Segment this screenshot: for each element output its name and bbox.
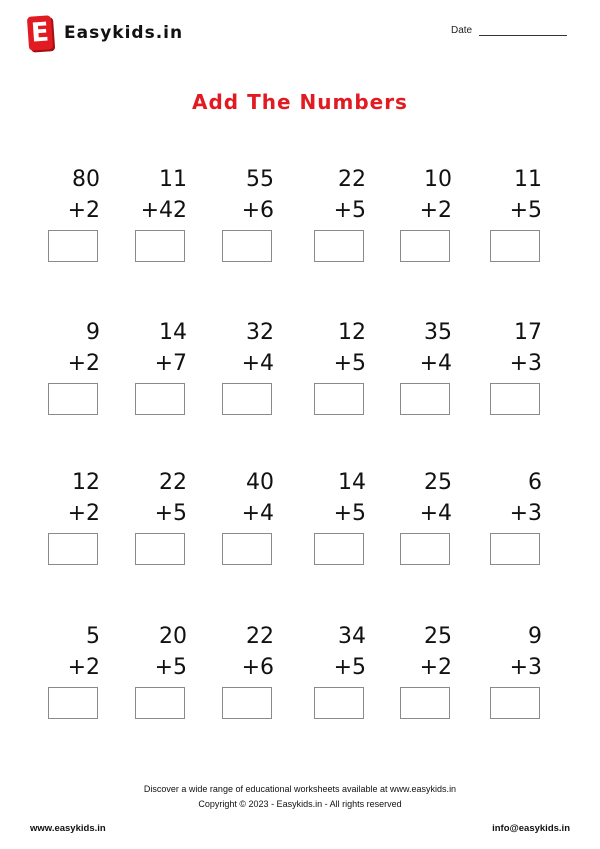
footer-website: www.easykids.in [30, 823, 106, 834]
addition-problem [400, 317, 452, 415]
answer-box[interactable] [490, 533, 540, 565]
problem-top-number: 55 [246, 167, 274, 192]
problem-bottom-number: +4 [419, 351, 452, 376]
answer-box[interactable] [135, 383, 185, 415]
answer-box[interactable] [400, 383, 450, 415]
footer-email: info@easykids.in [492, 823, 570, 834]
logo-text: Easykids.in [64, 23, 184, 43]
problem-bottom-number: +2 [419, 655, 452, 680]
addition-problem [314, 621, 366, 719]
problem-top-number: 14 [338, 470, 366, 495]
addition-problem [135, 621, 187, 719]
addition-problem [48, 621, 100, 719]
addition-problem [48, 317, 100, 415]
problem-top-number: 10 [424, 167, 452, 192]
problem-bottom-number: +6 [241, 655, 274, 680]
problem-top-number: 22 [159, 470, 187, 495]
footer-copyright: Copyright © 2023 - Easykids.in - All rights reserved [198, 799, 402, 809]
addition-problem [314, 317, 366, 415]
footer-discover-text: Discover a wide range of educational worksheets available at www.easykids.in [143, 784, 457, 794]
problem-bottom-number: +2 [419, 198, 452, 223]
answer-box[interactable] [222, 383, 272, 415]
problem-bottom-number: +5 [333, 198, 366, 223]
answer-box[interactable] [314, 533, 364, 565]
problem-top-number: 12 [72, 470, 100, 495]
problem-top-number: 34 [338, 624, 366, 649]
addition-problem [400, 621, 452, 719]
problem-top-number: 14 [159, 320, 187, 345]
problem-bottom-number: +5 [333, 501, 366, 526]
problem-bottom-number: +3 [509, 501, 542, 526]
addition-problem [135, 164, 187, 262]
problem-bottom-number: +2 [67, 198, 100, 223]
addition-problem [222, 621, 274, 719]
addition-problem [314, 467, 366, 565]
answer-box[interactable] [48, 230, 98, 262]
problem-top-number: 25 [424, 624, 452, 649]
addition-problem [490, 467, 542, 565]
answer-box[interactable] [135, 230, 185, 262]
problem-bottom-number: +5 [154, 655, 187, 680]
addition-problem [490, 621, 542, 719]
logo-badge: E [27, 15, 53, 51]
worksheet-title: Add The Numbers [192, 90, 408, 114]
brand-logo [28, 16, 183, 50]
problem-top-number: 12 [338, 320, 366, 345]
problem-top-number: 20 [159, 624, 187, 649]
answer-box[interactable] [314, 687, 364, 719]
problem-top-number: 22 [246, 624, 274, 649]
date-field [451, 25, 567, 36]
problem-bottom-number: +5 [333, 351, 366, 376]
problem-top-number: 32 [246, 320, 274, 345]
answer-box[interactable] [314, 230, 364, 262]
addition-problem [314, 164, 366, 262]
problem-bottom-number: +3 [509, 351, 542, 376]
problem-bottom-number: +2 [67, 655, 100, 680]
addition-problem [48, 164, 100, 262]
problem-bottom-number: +7 [154, 351, 187, 376]
problem-bottom-number: +4 [241, 351, 274, 376]
answer-box[interactable] [222, 230, 272, 262]
problem-top-number: 6 [528, 470, 542, 495]
problem-top-number: 40 [246, 470, 274, 495]
addition-problem [490, 164, 542, 262]
answer-box[interactable] [48, 383, 98, 415]
problem-top-number: 9 [86, 320, 100, 345]
answer-box[interactable] [400, 230, 450, 262]
answer-box[interactable] [490, 687, 540, 719]
problem-top-number: 17 [514, 320, 542, 345]
addition-problem [400, 467, 452, 565]
problem-top-number: 9 [528, 624, 542, 649]
addition-problem [222, 317, 274, 415]
problem-bottom-number: +2 [67, 501, 100, 526]
problem-bottom-number: +42 [140, 198, 187, 223]
answer-box[interactable] [48, 533, 98, 565]
addition-problem [222, 164, 274, 262]
problem-bottom-number: +2 [67, 351, 100, 376]
addition-problem [490, 317, 542, 415]
problem-top-number: 11 [159, 167, 187, 192]
problem-bottom-number: +5 [509, 198, 542, 223]
answer-box[interactable] [490, 383, 540, 415]
addition-problem [400, 164, 452, 262]
addition-problem [222, 467, 274, 565]
problem-bottom-number: +4 [419, 501, 452, 526]
addition-problem [48, 467, 100, 565]
answer-box[interactable] [135, 533, 185, 565]
problem-bottom-number: +5 [154, 501, 187, 526]
answer-box[interactable] [222, 687, 272, 719]
problem-bottom-number: +6 [241, 198, 274, 223]
problem-top-number: 35 [424, 320, 452, 345]
problem-top-number: 80 [72, 167, 100, 192]
date-label: Date [451, 25, 473, 36]
date-write-line[interactable] [479, 25, 567, 36]
addition-problem [135, 467, 187, 565]
answer-box[interactable] [490, 230, 540, 262]
problem-top-number: 25 [424, 470, 452, 495]
problem-bottom-number: +3 [509, 655, 542, 680]
problem-top-number: 11 [514, 167, 542, 192]
problem-bottom-number: +5 [333, 655, 366, 680]
answer-box[interactable] [400, 687, 450, 719]
problem-bottom-number: +4 [241, 501, 274, 526]
answer-box[interactable] [314, 383, 364, 415]
answer-box[interactable] [222, 533, 272, 565]
answer-box[interactable] [48, 687, 98, 719]
problem-top-number: 22 [338, 167, 366, 192]
addition-problem [135, 317, 187, 415]
answer-box[interactable] [400, 533, 450, 565]
problem-top-number: 5 [86, 624, 100, 649]
answer-box[interactable] [135, 687, 185, 719]
